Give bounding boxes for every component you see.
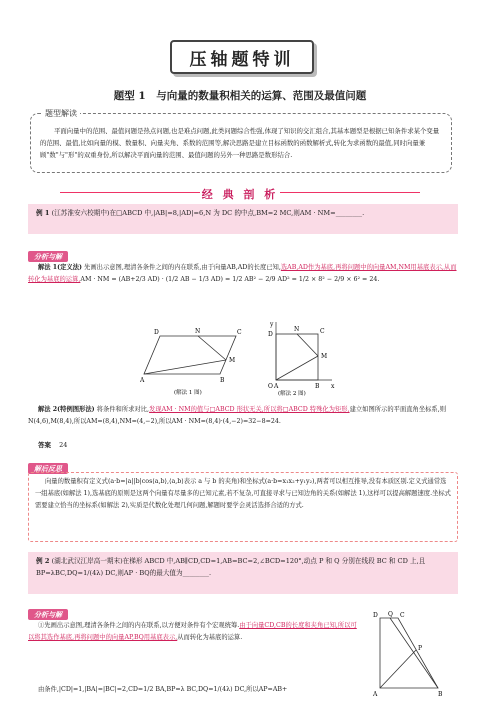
solution-2-text-b: 建立如图所示的平面直角坐标系,则 N(4,6),M(8,4),所以AM=(8,4),NM=(4,−2),所以AM · NM=(8,4)·(4,−2)=32−8=24. <box>28 406 447 425</box>
solution-1-highlight: 选AB,AD作为基底,再将问题中的向量AM,NM用基底表示,从而转化为基底的运算, <box>28 264 457 283</box>
example-2 <box>28 552 458 594</box>
fig2-label-x: x <box>331 383 335 390</box>
solution-2 <box>28 404 458 428</box>
fig1-caption: (解法 1 图) <box>174 390 202 396</box>
fig1-label-d: D <box>154 329 159 336</box>
example-1-text: (江苏淮安六校期中)在□ABCD 中,|AB|=8,|AD|=6,N 为 DC 的中点,BM=2 MC,则AM · NM=________. <box>51 209 365 217</box>
rectangle <box>276 334 318 380</box>
analysis-tag-2 <box>28 602 68 621</box>
example-1-label: 例 1 <box>36 209 50 217</box>
solution-3 <box>28 620 358 644</box>
fig3-label-c: C <box>400 612 405 619</box>
fig1-label-c: C <box>237 329 242 336</box>
topic-heading: 题型 1 与向量的数量积相关的运算、范围及最值问题 <box>113 90 367 102</box>
parallelogram <box>144 336 236 374</box>
fig2-label-n: N <box>294 326 300 333</box>
example-2-label: 例 2 <box>36 557 50 565</box>
solution-1 <box>28 262 458 286</box>
solution-3-text-b: 从而转化为基底的运算. <box>177 634 243 641</box>
fig2-label-a: A <box>274 383 279 390</box>
segment-nm <box>198 336 226 360</box>
section-heading: 经 典 剖 析 <box>201 188 279 201</box>
segment-ap <box>380 650 416 688</box>
answer-label: 答案 <box>38 441 51 449</box>
fig2-label-o: O <box>268 383 273 390</box>
fig2-label-m: M <box>321 353 328 360</box>
fig2-label-b: B <box>315 383 320 390</box>
intro-label: 题型解读 <box>42 108 80 119</box>
fig1-label-b: B <box>220 377 225 384</box>
solution-3-text-a: ①先画出示意图,理清各条件之间的内在联系,以方便对条件有个宏观统筹. <box>38 622 240 629</box>
fig3-label-a: A <box>373 691 378 698</box>
segment-bq <box>390 618 438 688</box>
figure-1 <box>140 322 260 396</box>
fig2-label-y: y <box>270 321 274 328</box>
reflection-text: 向量的数量积有定义式(a·b=|a||b|cos⟨a,b⟩,⟨a,b⟩表示 a 与 b 的夹角)和坐标式(a·b=x₁x₂+y₁y₂),两者可以相互推导,没有本质区别.定义式通常选一组基底(如解法 1),选基底的原则是这两个向量有尽量多的已知元素,若不复杂,可直接寻求与已知边角的关系(如解法 1),这样可以提高解题速度.坐标式需要建立恰当的坐标系(如解法 2),实质是代数化处理几何问题,解题时要学会灵活选择合适的方式. <box>35 478 451 509</box>
fig2-label-c: C <box>320 328 325 335</box>
page-title: 压轴题特训 <box>170 40 314 74</box>
analysis-tag-label: 分析与解 <box>28 251 68 262</box>
solution-3-highlight: 由于向量CD,CB的长度和夹角已知,所以可以将其选作基底,再将问题中的向量AP,BQ用基底表示, <box>28 622 357 641</box>
solution-2-label: 解法 2(特例图形法) <box>38 406 95 413</box>
fig1-label-n: N <box>195 328 201 335</box>
fig2-caption: (解法 2 图) <box>278 391 306 396</box>
figure-3 <box>372 610 452 700</box>
answer <box>38 440 67 449</box>
solution-4 <box>28 684 368 696</box>
fig1-label-a: A <box>140 377 145 384</box>
solution-2-text-a: 将条件和所求对比, <box>96 406 150 413</box>
fig2-segment-nm <box>297 334 318 356</box>
example-1 <box>28 204 458 234</box>
fig3-label-d: D <box>373 612 378 619</box>
solution-2-highlight: 发现AM · NM的值与□ABCD 形状无关,所以将□ABCD 特殊化为矩形, <box>149 406 350 413</box>
analysis-tag-1 <box>28 244 68 263</box>
fig1-label-m: M <box>229 357 236 364</box>
segment-am <box>144 360 226 374</box>
solution-1-text-a: 先画出示意图,理清各条件之间的内在联系,由于向量AB,AD的长度已知, <box>84 264 281 271</box>
solution-4-text: 由条件,|CD|=1,|BA|=|BC|=2,CD=1/2 BA,BP=λ BC,DQ=1/(4λ) DC,所以AP=AB+ <box>38 686 288 693</box>
answer-value: 24 <box>59 441 68 449</box>
reflection-box <box>28 472 458 542</box>
fig3-label-b: B <box>438 691 443 698</box>
fig3-label-q: Q <box>388 611 393 618</box>
fig2-label-d: D <box>268 331 273 338</box>
reflect-tag-label: 解后反思 <box>28 463 68 474</box>
figure-2 <box>268 318 338 396</box>
fig2-segment-am <box>276 356 318 380</box>
solution-1-label: 解法 1(定义法) <box>38 264 83 271</box>
analysis-tag-2-label: 分析与解 <box>28 609 68 620</box>
example-2-text: (湖北武汉江岸高一期末)在梯形 ABCD 中,AB∥CD,CD=1,AB=BC=2,∠BCD=120°,动点 P 和 Q 分别在线段 BC 和 CD 上,且BP=λBC,DQ=1/(4λ) DC,则AP · BQ的最大值为________. <box>36 557 426 577</box>
intro-text: 平面向量中的范围、最值问题是热点问题,也是难点问题,此类问题综合性强,体现了知识的交汇组合,其基本题型是根据已知条件求某个变量的范围、最值,比如向量的模、数量积、向量夹角、系数的范围等,解决思路是建立目标函数的函数解析式,转化为求函数的最值,同时向量兼顾"数"与"形"的双重身份,所以解决平面向量的范围、最值问题的另外一种思路是数形结合. <box>40 127 440 159</box>
solution-1-text-b: AM · NM = (AB+2/3 AD) · (1/2 AB − 1/3 AD) = 1/2 AB² − 2/9 AD² = 1/2 × 8² − 2/9 × 6² = 24. <box>80 276 380 283</box>
fig3-label-p: P <box>418 645 423 652</box>
trapezoid <box>380 618 438 688</box>
